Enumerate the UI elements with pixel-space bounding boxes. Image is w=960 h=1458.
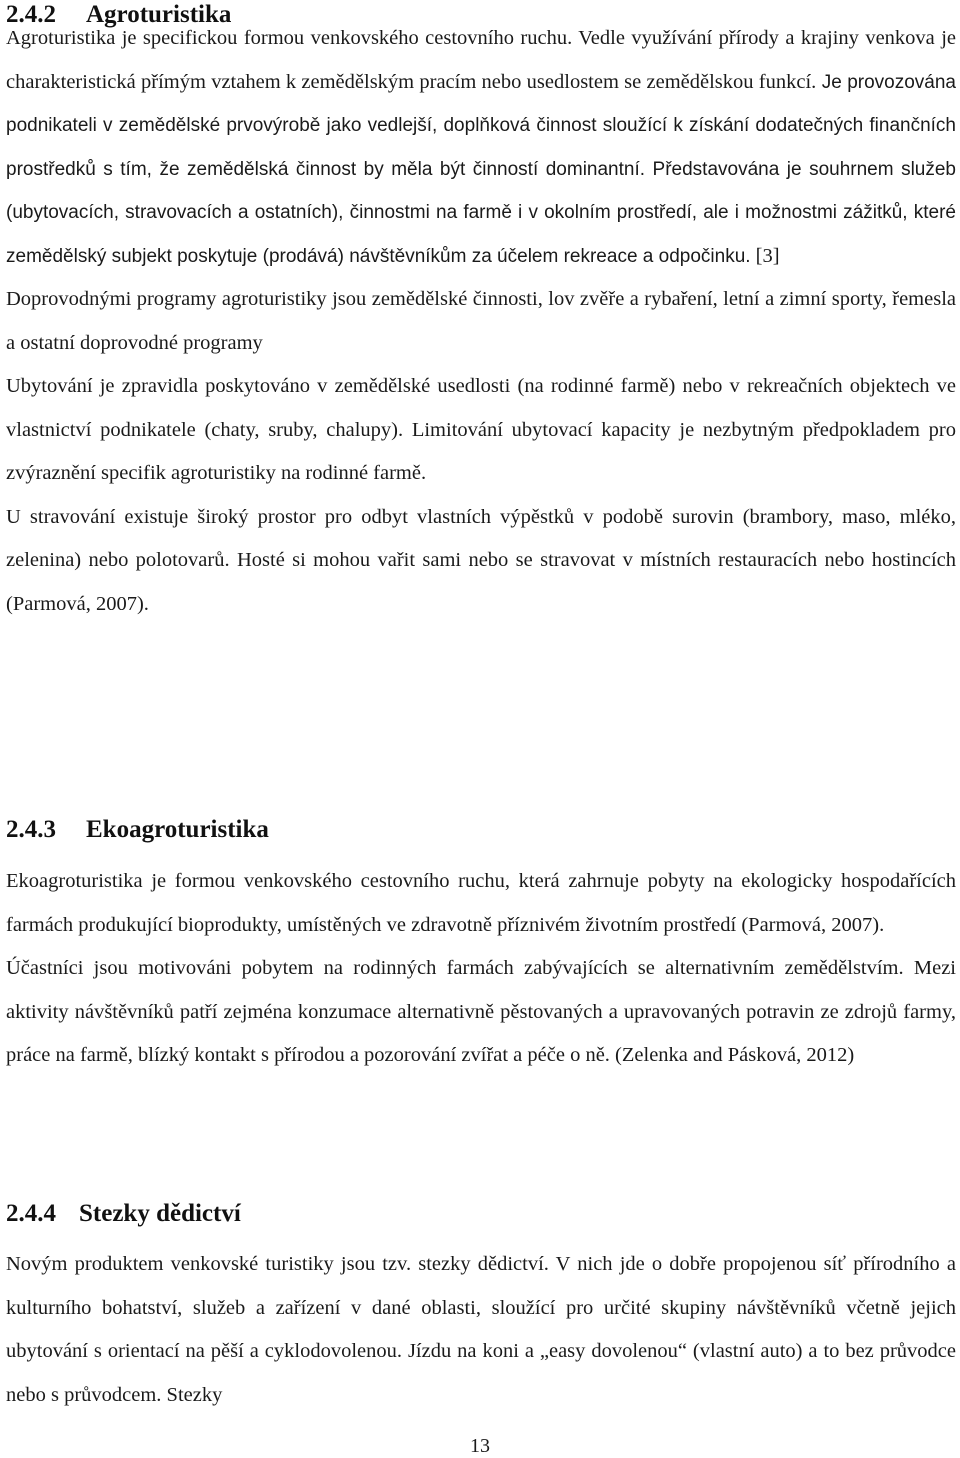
section-heading-ekoagroturistika [6,815,269,845]
section-title: Agroturistika [86,1,232,28]
section-title: Stezky dědictví [79,1200,241,1227]
paragraph: U stravování existuje široký prostor pro odbyt vlastních výpěstků v podobě surovin (brambory, maso, mléko, zelenina) nebo polotovarů. Hosté si mohou vařit sami nebo se stravovat v místních restauracích nebo hostincích (Parmová, 2007). [6,505,956,615]
paragraph: Ekoagroturistika je formou venkovského cestovního ruchu, která zahrnuje pobyty na ekologicky hospodařících farmách produkující bioprodukty, umístěných ve zdravotně příznivém životním prostředí (Parmová, 2007). [6,870,956,936]
section-number: 2.4.3 [6,816,56,843]
paragraph [6,17,956,278]
paragraph-sans-mid: Je provozována podnikateli v zemědělské prvovýrobě jako vedlejší, doplňková činnost sloužící k získání dodatečných finančních prostředků s tím, že zemědělská činnost by měla být činností dominantní. Představována je souhrnem služeb (ubytovacích, stravovacích a ostatních), činnostmi na farmě i v okolním prostředí, ale i možnostmi zážitků, které zemědělský subjekt poskytuje (prodává) návštěvníkům za účelem rekreace a odpočinku. [6,71,956,267]
page-number: 13 [470,1435,490,1457]
paragraph: Účastníci jsou motivováni pobytem na rodinných farmách zabývajících se alternativním zemědělstvím. Mezi aktivity návštěvníků patří zejména konzumace alternativně pěstovaných a upravovaných potravin ze zdrojů farmy, práce na farmě, blízký kontakt s přírodou a pozorování zvířat a péče o ně. (Zelenka and Pásková, 2012) [6,957,956,1066]
paragraph-serif-lead: Agroturistika je specifickou formou venkovského cestovního ruchu. Vedle využívání přírody a krajiny venkova je charakteristická přímým vztahem k zemědělským pracím nebo usedlostem se zemědělskou funkcí. [6,27,956,93]
paragraph: Ubytování je zpravidla poskytováno v zemědělské usedlosti (na rodinné farmě) nebo v rekreačních objektech ve vlastnictví podnikatele (chaty, sruby, chalupy). Limitování ubytovací kapacity je nezbytným předpokladem pro zvýraznění specifik agroturistiky na rodinné farmě. [6,375,956,484]
section-number: 2.4.4 [6,1200,56,1227]
section-title: Ekoagroturistika [86,816,269,843]
section-number: 2.4.2 [6,1,56,28]
section-heading-stezky-dedictvi [6,1199,241,1229]
paragraph: Novým produktem venkovské turistiky jsou tzv. stezky dědictví. V nich jde o dobře propojenou síť přírodního a kulturního bohatství, služeb a zařízení v dané oblasti, sloužící pro určité skupiny návštěvníků včetně jejich ubytování s orientací na pěší a cyklodovolenou. Jízdu na koni a „easy dovolenou“ (vlastní auto) a to bez průvodce nebo s průvodcem. Stezky [6,1253,956,1406]
paragraph: Doprovodnými programy agroturistiky jsou zemědělské činnosti, lov zvěře a rybaření, letní a zimní sporty, řemesla a ostatní doprovodné programy [6,288,956,354]
citation: [3] [750,244,780,267]
